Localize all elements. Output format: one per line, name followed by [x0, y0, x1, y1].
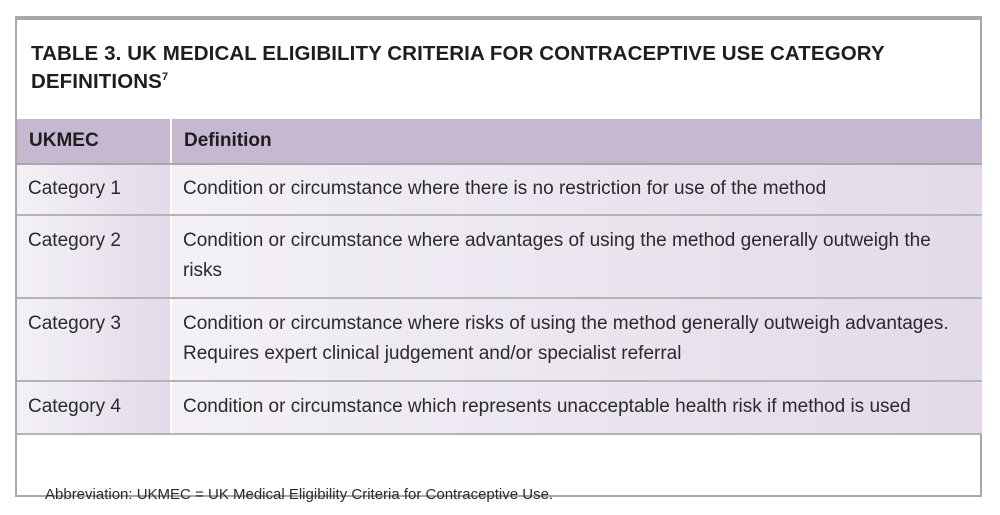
- category-cell: Category 1: [17, 164, 171, 215]
- table-row: [17, 164, 982, 215]
- footnote: Abbreviation: UKMEC = UK Medical Eligibility Criteria for Contraceptive Use.: [45, 486, 554, 503]
- definition-cell: Condition or circumstance where there is no restriction for use of the method: [171, 164, 982, 215]
- category-cell: Category 4: [17, 381, 171, 434]
- category-cell: Category 2: [17, 215, 171, 298]
- column-header-definition: Definition: [171, 119, 982, 164]
- definition-cell: Condition or circumstance which represents unacceptable health risk if method is used: [171, 381, 982, 434]
- column-header-ukmec: UKMEC: [17, 119, 171, 164]
- reference-superscript: 7: [161, 71, 169, 84]
- ukmec-table: [17, 119, 982, 435]
- table-row: [17, 381, 982, 434]
- table-row: [17, 298, 982, 381]
- definition-cell: Condition or circumstance where risks of using the method generally outweigh advantages. Requires expert clinical judgement and/or specialist referral: [171, 298, 982, 381]
- category-cell: Category 3: [17, 298, 171, 381]
- table-title-text: TABLE 3. UK MEDICAL ELIGIBILITY CRITERIA FOR CONTRACEPTIVE USE CATEGORY DEFINITIONS: [31, 42, 885, 93]
- definition-cell: Condition or circumstance where advantages of using the method generally outweigh the risks: [171, 215, 982, 298]
- table-row: [17, 215, 982, 298]
- table-title: [31, 40, 961, 96]
- table-header-row: [17, 119, 982, 164]
